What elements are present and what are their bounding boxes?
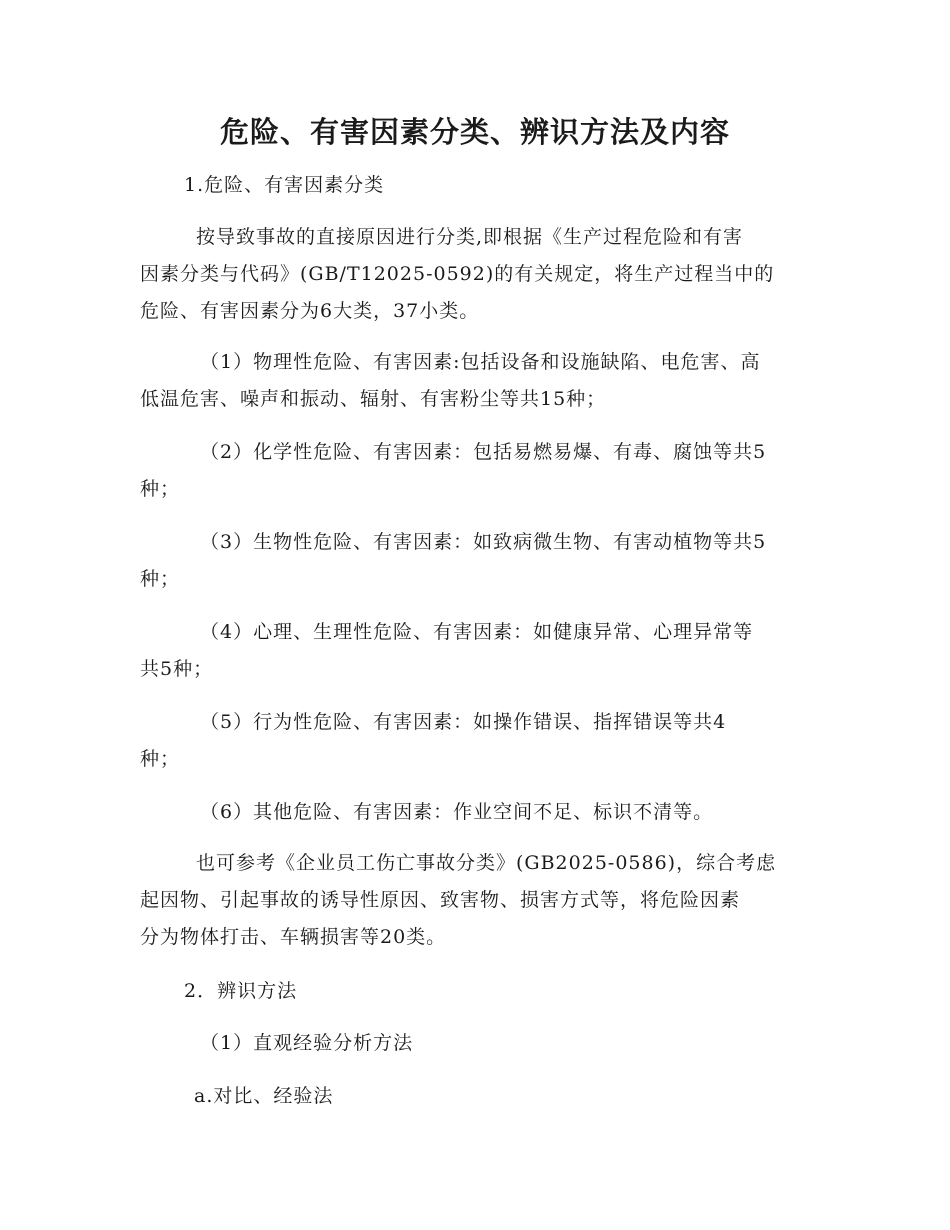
section1-heading: 1.危险、有害因素分类: [184, 174, 385, 196]
item1-line-1: （1）物理性危险、有害因素:包括设备和设施缺陷、电危害、高: [200, 351, 761, 373]
item6-line-1: （6）其他危险、有害因素：作业空间不足、标识不清等。: [200, 801, 714, 823]
item4-line-1: （4）心理、生理性危险、有害因素：如健康异常、心理异常等: [200, 621, 754, 643]
item5-line-2: 种；: [140, 748, 181, 770]
item3-line-1: （3）生物性危险、有害因素：如致病微生物、有害动植物等共5: [200, 531, 767, 553]
intro-line-1: 按导致事故的直接原因进行分类,即根据《生产过程危险和有害: [196, 226, 744, 248]
subsection1a-heading: a.对比、经验法: [194, 1085, 334, 1107]
ref-line-1: 也可参考《企业员工伤亡事故分类》(GB2025-0586)，综合考虑: [196, 852, 777, 874]
document-title: 危险、有害因素分类、辨识方法及内容: [219, 115, 730, 149]
intro-line-3: 危险、有害因素分为6大类，37小类。: [140, 300, 480, 322]
section2-heading: 2．辨识方法: [184, 980, 298, 1002]
item2-line-2: 种；: [140, 478, 181, 500]
item2-line-1: （2）化学性危险、有害因素：包括易燃易爆、有毒、腐蚀等共5: [200, 441, 767, 463]
intro-line-2: 因素分类与代码》(GB/T12025-0592)的有关规定，将生产过程当中的: [140, 263, 775, 285]
item1-line-2: 低温危害、噪声和振动、辐射、有害粉尘等共15种；: [140, 388, 607, 410]
subsection1-heading: （1）直观经验分析方法: [200, 1032, 414, 1054]
item5-line-1: （5）行为性危险、有害因素：如操作错误、指挥错误等共4: [200, 711, 727, 733]
ref-line-2: 起因物、引起事故的诱导性原因、致害物、损害方式等，将危险因素: [140, 889, 741, 911]
item4-line-2: 共5种；: [140, 658, 214, 680]
ref-line-3: 分为物体打击、车辆损害等20类。: [140, 926, 447, 948]
item3-line-2: 种；: [140, 568, 181, 590]
